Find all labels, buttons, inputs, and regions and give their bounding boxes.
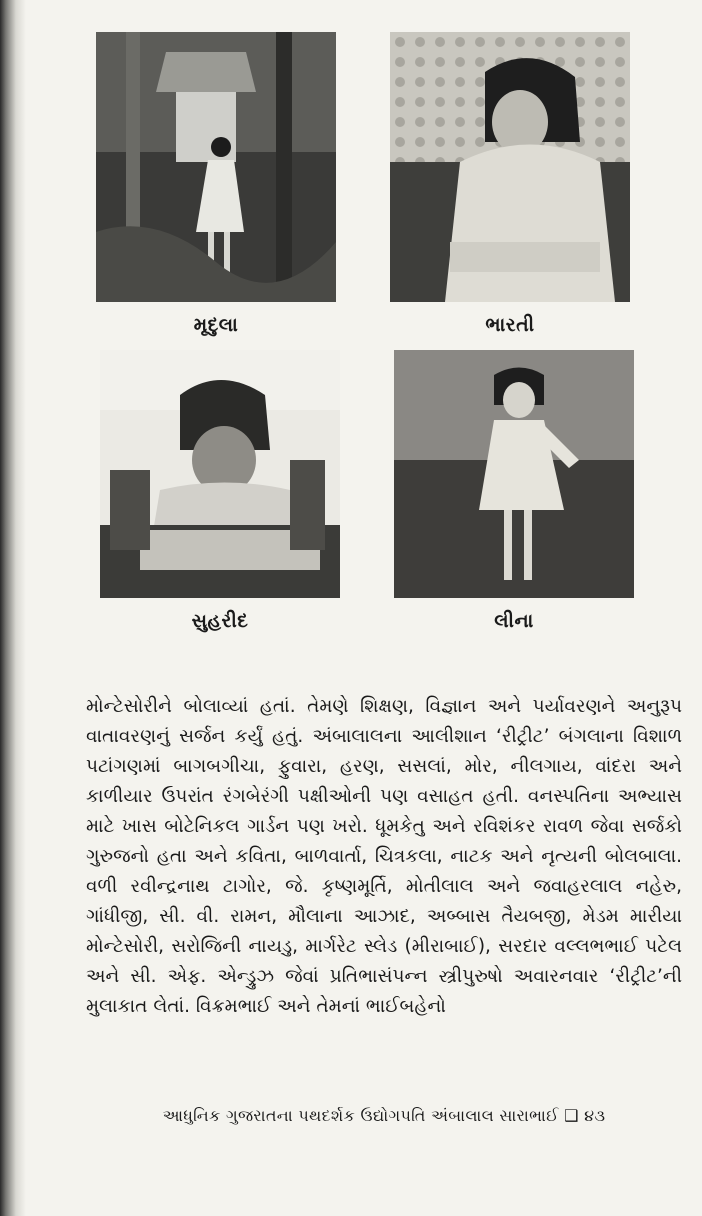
body-paragraph: મોન્ટેસોરીને બોલાવ્યાં હતાં. તેમણે શિક્ષણ, વિજ્ઞાન અને પર્યાવરણને અનુરૂપ વાતાવરણનું સર્જન કર્યું હતું. અંબાલાલના આલીશાન ‘રીટ્રીટ’ બંગલાના વિશાળ પટાંગણમાં બાગબગીચા, ફુવારા, હરણ, સસલાં, મોર, નીલગાય, વાંદરા અને કાળીયાર ઉપરાંત રંગબેરંગી પક્ષીઓની પણ વસાહત હતી. વનસ્પતિના અભ્યાસ માટે ખાસ બોટેનિકલ ગાર્ડન પણ ખરો. ધૂમકેતુ અને રવિશંકર રાવળ જેવા સર્જકો ગુરુજનો હતા અને કવિતા, બાળવાર્તા, ચિત્રકલા, નાટક અને નૃત્યની બોલબાલા. વળી રવીન્દ્રનાથ ટાગોર, જે. કૃષ્ણમૂર્તિ, મોતીલાલ અને જવાહરલાલ નહેરુ, ગાંધીજી, સી. વી. રામન, મૌલાના આઝાદ, અબ્બાસ તૈયબજી, મેડમ મારીયા મોન્ટેસોરી, સરોજિની નાયડુ, માર્ગરેટ સ્લેડ (મીરાબાઈ), સરદાર વલ્લભભાઈ પટેલ અને સી. એફ. એન્ડ્રુઝ જેવાં પ્રતિભાસંપન્ન સ્ત્રીપુરુષો અવારનવાર ‘રીટ્રીટ’ની મુલાકાત લેતાં. વિક્રમભાઈ અને તેમનાં ભાઈબહેનો — [86, 696, 682, 1017]
photo-caption: ભારતી — [485, 314, 535, 336]
photo-caption: મૃદુલા — [193, 314, 239, 336]
photo-figure-leena — [394, 350, 634, 632]
body-text — [86, 692, 682, 1022]
photo-figure-bharati — [390, 32, 630, 336]
page-binding-edge — [0, 0, 26, 1216]
photo-mridula — [96, 32, 336, 302]
photo-bharati — [390, 32, 630, 302]
photo-leena — [394, 350, 634, 598]
photo-figure-mridula — [96, 32, 336, 336]
photo-caption: સુહરીદ — [191, 610, 249, 632]
photo-grid — [96, 32, 632, 662]
photo-figure-suharid — [100, 350, 340, 632]
photo-suharid — [100, 350, 340, 598]
photo-caption: લીના — [494, 610, 534, 632]
running-footer: આધુનિક ગુજરાતના પથદર્શક ઉદ્યોગપતિ અંબાલાલ સારાભાઈ ❑ ૪૩ — [162, 1106, 606, 1125]
